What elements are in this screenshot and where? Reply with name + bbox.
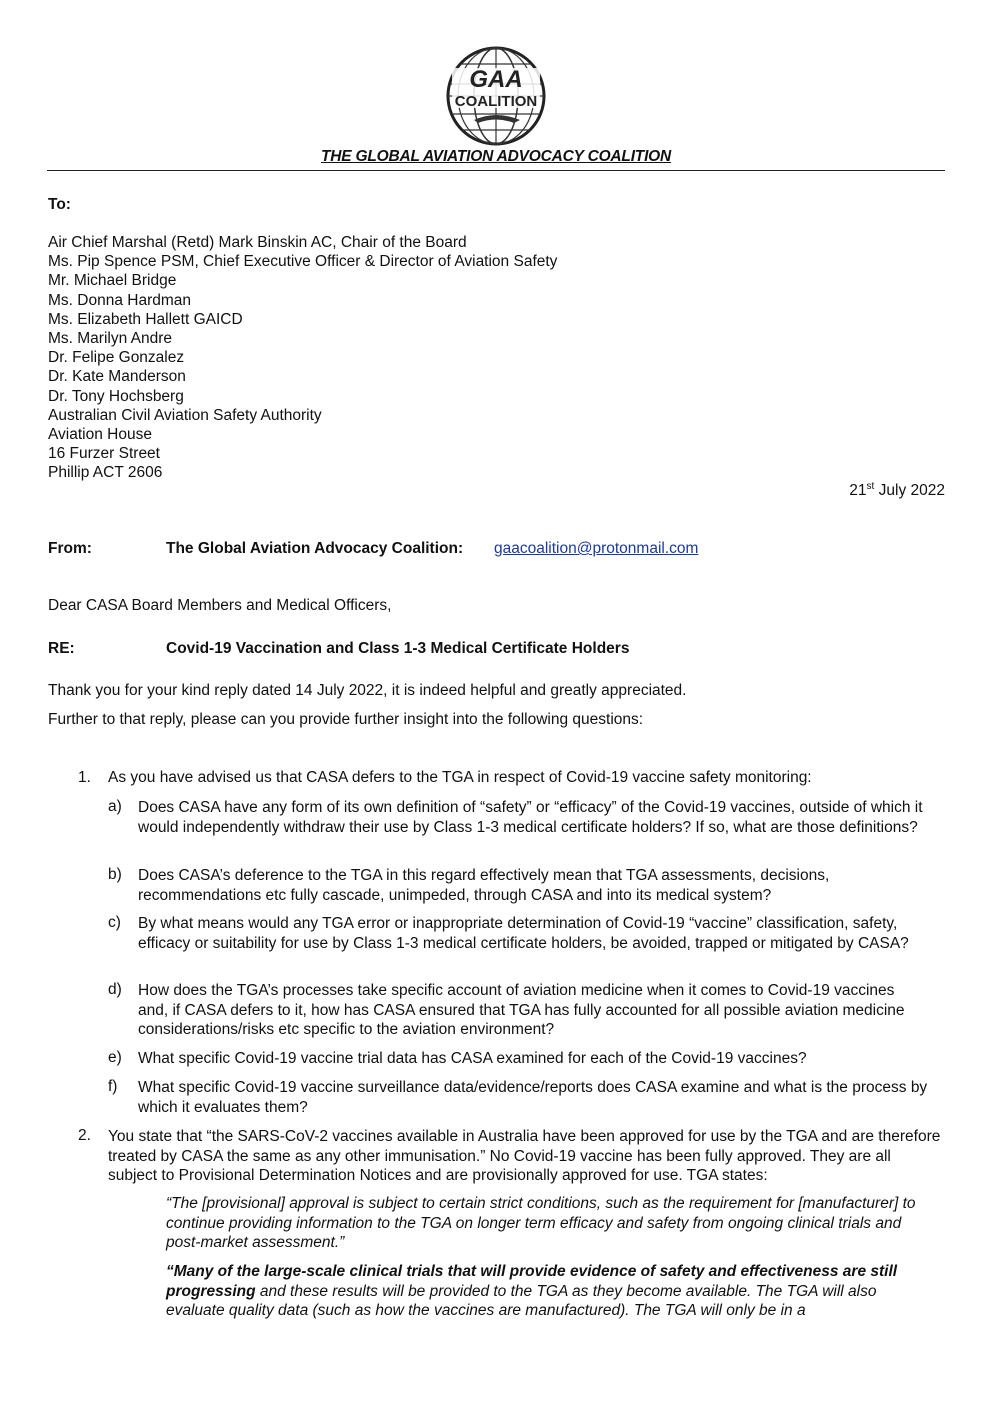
recipient-line: Dr. Felipe Gonzalez [48, 349, 185, 367]
recipient-line: Ms. Marilyn Andre [48, 329, 173, 347]
question-text: As you have advised us that CASA defers to the TGA in respect of Covid-19 vaccine safety monitoring: [108, 769, 812, 786]
recipient-line: Ms. Donna Hardman [48, 291, 192, 309]
sub-question-letter: e) [108, 1049, 122, 1066]
logo-gaa-text: GAA [469, 66, 523, 93]
logo-coalition-text: COALITION [454, 93, 538, 110]
tga-quote-2-emphasis: “Many of the large-scale clinical trials that will provide evidence of safety and effectiveness are still progressing [166, 1263, 898, 1300]
recipient-line: Air Chief Marshal (Retd) Mark Binskin AC, Chair of the Board [48, 234, 467, 251]
sub-question-letter: f) [108, 1078, 118, 1095]
sub-question-letter: c) [108, 914, 121, 931]
tga-quote-2-rest: and these results will be provided to the TGA as they become available. The TGA will also evaluate quality data (such as how the vaccines are manufactured). The TGA will only be in a [166, 1282, 877, 1319]
sub-question-text: Does CASA’s deference to the TGA in this regard effectively mean that TGA assessments, decisions, recommendations etc fully cascade, unimpeded, through CASA and into its medical system? [138, 867, 830, 904]
recipient-line: Aviation House [48, 425, 152, 443]
sub-question-letter: a) [108, 798, 122, 815]
tga-quote: “The [provisional] approval is subject to certain strict conditions, such as the requirement for [manufacturer] to continue providing information to the TGA on longer term efficacy and safety from ongoing clinical trials and post-market assessment.” [166, 1195, 916, 1251]
question-number: 1. [78, 769, 91, 786]
recipient-list [48, 233, 557, 482]
recipient-line: 16 Furzer Street [48, 445, 160, 463]
recipient-line: Dr. Tony Hochsberg [48, 387, 184, 405]
intro-paragraph-1: Thank you for your kind reply dated 14 July 2022, it is indeed helpful and greatly appreciated. [48, 682, 687, 699]
org-title: THE GLOBAL AVIATION ADVOCACY COALITION [320, 148, 672, 165]
recipient-line: Dr. Kate Manderson [48, 368, 186, 386]
date-day: 21 [849, 482, 867, 499]
gaa-coalition-logo [444, 44, 548, 148]
email-link[interactable]: gaacoalition@protonmail.com [494, 540, 699, 557]
date-suffix: st [866, 481, 875, 492]
sub-question-text: What specific Covid-19 vaccine surveillance data/evidence/reports does CASA examine and what is the process by which it evaluates them? [138, 1079, 928, 1116]
recipient-line: Australian Civil Aviation Safety Authority [48, 406, 322, 424]
header-divider [47, 170, 945, 171]
from-sender: The Global Aviation Advocacy Coalition: [166, 540, 464, 557]
sub-question-text: What specific Covid-19 vaccine trial data has CASA examined for each of the Covid-19 vaccines? [138, 1050, 807, 1067]
recipient-line: Phillip ACT 2606 [48, 464, 163, 482]
letter-date [849, 482, 945, 500]
tga-quote-2 [166, 1262, 938, 1321]
sub-question-text: How does the TGA’s processes take specific account of aviation medicine when it comes to Covid-19 vaccines and, if CASA defers to it, how has CASA ensured that TGA has fully accounted for all possible aviation medicine considerations/risks etc specific to the aviation environment? [138, 982, 905, 1038]
date-rest: July 2022 [874, 482, 945, 499]
salutation: Dear CASA Board Members and Medical Officers, [48, 597, 392, 614]
sub-question-letter: b) [108, 866, 122, 883]
recipient-line: Ms. Pip Spence PSM, Chief Executive Officer & Director of Aviation Safety [48, 253, 558, 271]
from-label: From: [48, 540, 92, 557]
recipient-line: Mr. Michael Bridge [48, 272, 177, 290]
question-text: You state that “the SARS-CoV-2 vaccines available in Australia have been approved for use by the TGA and are therefore treated by CASA the same as any other immunisation.” No Covid-19 vaccine has been fully approved. They are all subject to Provisional Determination Notices and are provisionally approved for use. TGA states: [108, 1128, 941, 1184]
question-number: 2. [78, 1127, 91, 1144]
re-subject: Covid-19 Vaccination and Class 1-3 Medical Certificate Holders [166, 640, 630, 657]
intro-paragraph-2: Further to that reply, please can you provide further insight into the following questions: [48, 711, 644, 728]
recipient-line: Ms. Elizabeth Hallett GAICD [48, 310, 243, 328]
sub-question-letter: d) [108, 981, 122, 998]
re-label: RE: [48, 640, 75, 657]
sub-question-text: By what means would any TGA error or inappropriate determination of Covid-19 “vaccine” classification, safety, efficacy or suitability for use by Class 1-3 medical certificate holders, be avoided, trapped or mitigated by CASA? [138, 915, 909, 952]
sub-question-text: Does CASA have any form of its own definition of “safety” or “efficacy” of the Covid-19 vaccines, outside of which it would independently withdraw their use by Class 1-3 medical certificate holders? If so, what are those definitions? [138, 799, 923, 836]
to-label: To: [48, 196, 71, 213]
